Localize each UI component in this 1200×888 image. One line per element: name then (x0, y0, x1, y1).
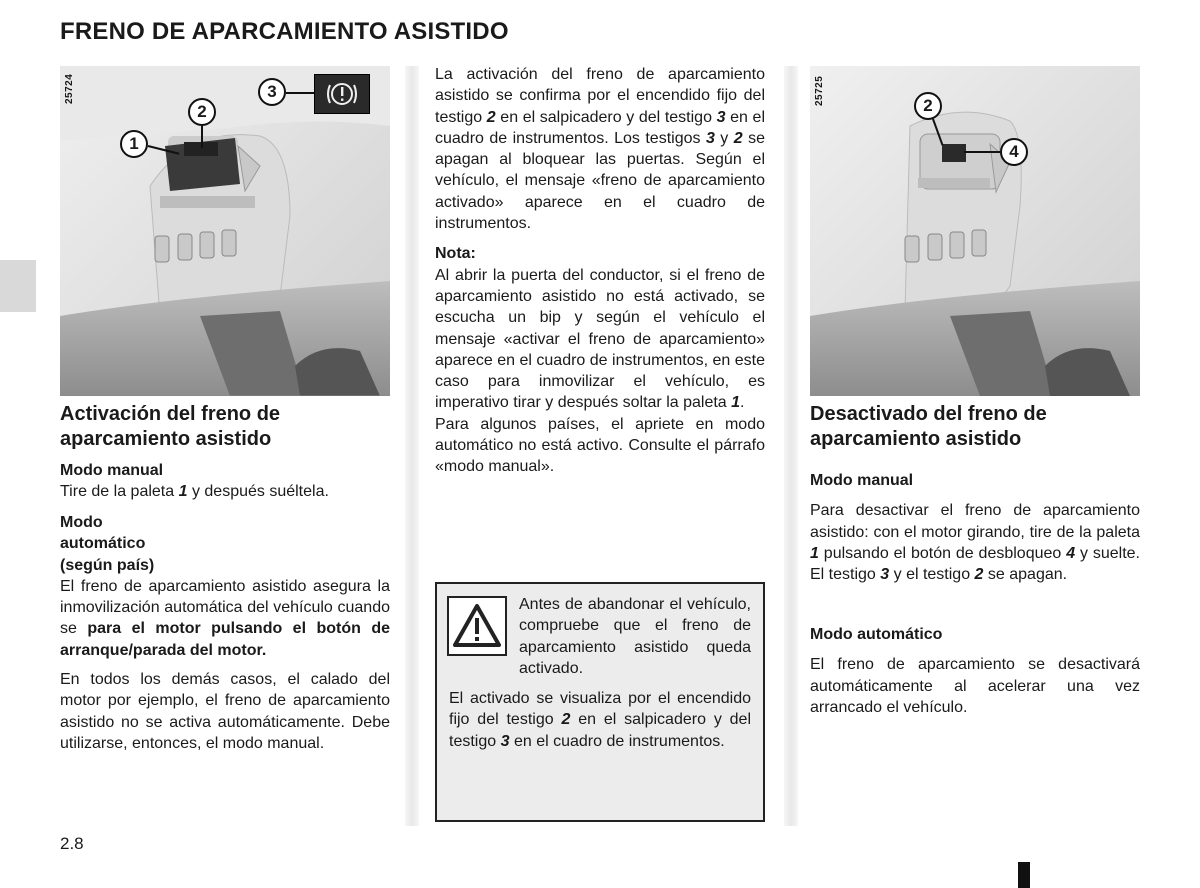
note-paragraph: Al abrir la puerta del conductor, si el freno de aparcamiento asistido no está activado, se escucha un bip y según el vehículo el mensaje «activar el freno de aparcamiento» aparece en el cuadro de instrumentos, en este caso para inmovilizar el vehículo, es imperativo tirar y después soltar la paleta 1. (435, 266, 765, 412)
auto-mode-para2: En todos los demás casos, el calado del motor por ejemplo, el freno de aparcamiento asistido no se activa automáticamente. Debe utilizarse, entonces, el modo manual. (60, 671, 390, 752)
deactivation-heading: Desactivado del freno de aparcamiento asistido (810, 403, 1047, 450)
callout-leader (201, 126, 203, 148)
parking-brake-warning-icon (314, 74, 370, 114)
figure-id: 25724 (64, 73, 75, 104)
note-label: Nota: (435, 245, 476, 263)
middle-text (435, 64, 765, 478)
manual-mode-label: Modo manual (810, 472, 914, 489)
figure-id: 25725 (814, 75, 825, 106)
manual-mode-label: Modo manual (60, 462, 164, 479)
warning-triangle-icon (447, 596, 507, 656)
manual-mode-text: Tire de la paleta 1 y después suéltela. (60, 483, 329, 501)
section-tab (0, 260, 36, 312)
auto-mode-para1: El freno de aparcamiento asistido asegura la inmovilización automática del vehículo cuando se para el motor pulsando el botón de arranque/parada del motor. (60, 577, 391, 659)
activation-auto (60, 512, 390, 754)
callout-2: 2 (188, 98, 216, 126)
column-divider-left (405, 66, 419, 826)
note2-paragraph: Para algunos países, el apriete en modo automático no está activo. Consulte el párrafo «modo manual». (435, 415, 765, 476)
deactivation-manual (810, 470, 1140, 585)
auto-mode-label: Modo automático (según país) (60, 514, 155, 574)
activation-heading: Activación del freno de aparcamiento asistido (60, 403, 281, 450)
warning-text-1: Antes de abandonar el vehículo, compruebe que el freno de aparcamiento asistido queda activado. (519, 596, 751, 677)
confirmation-paragraph: La activación del freno de aparcamiento asistido se confirma por el encendido fijo del testigo 2 en el salpicadero y del testigo 3 en el cuadro de instrumentos. Los testigos 3 y 2 se apagan al bloquear las puertas. Según el vehículo, el mensaje «freno de aparcamiento activado» aparece en el cuadro de instrumentos. (435, 66, 766, 233)
activation-manual (60, 460, 390, 503)
column-divider-right (784, 66, 798, 826)
page-edge-marker (1018, 862, 1030, 888)
figure-parking-brake-deactivation (810, 66, 1140, 396)
warning-text-2: El activado se visualiza por el encendido fijo del testigo 2 en el salpicadero y del testigo 3 en el cuadro de instrumentos. (449, 690, 752, 750)
callout-2: 2 (914, 92, 942, 120)
page-number: 2.8 (60, 834, 84, 853)
deactivation-auto (810, 624, 1140, 718)
warning-box (435, 582, 765, 822)
callout-1: 1 (120, 130, 148, 158)
deactivation-auto-text: El freno de aparcamiento se desactivará automáticamente al acelerar una vez arrancado el vehículo. (810, 656, 1140, 716)
callout-leader (286, 92, 314, 94)
page-title: FRENO DE APARCAMIENTO ASISTIDO (60, 18, 509, 45)
deactivation-manual-text: Para desactivar el freno de aparcamiento asistido: con el motor girando, tire de la paleta 1 pulsando el botón de desbloqueo 4 y suelte. El testigo 3 y el testigo 2 se apagan. (810, 502, 1140, 584)
callout-3: 3 (258, 78, 286, 106)
callout-4: 4 (1000, 138, 1028, 166)
figure-parking-brake-activation (60, 66, 390, 396)
callout-leader (964, 151, 1000, 153)
auto-mode-label: Modo automático (810, 626, 943, 643)
